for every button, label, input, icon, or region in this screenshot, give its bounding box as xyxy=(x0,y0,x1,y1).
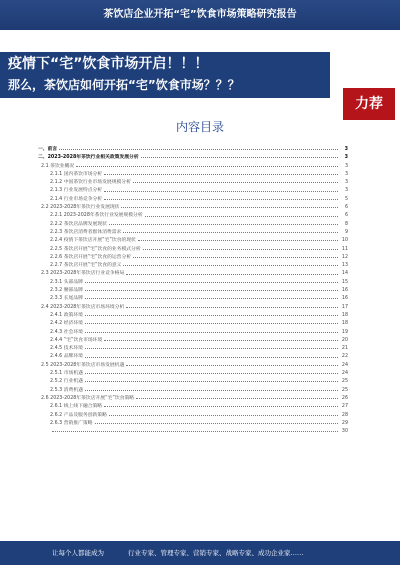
toc-entry-label: 2.1.1 国内茶饮市场分析 xyxy=(50,171,103,177)
toc-entry[interactable] xyxy=(38,279,348,287)
toc-entry-label: 2.2.7 茶饮店开展“宅”饮食的意义 xyxy=(50,263,122,269)
recommend-badge: 力荐 xyxy=(343,88,395,120)
toc-page-number: 10 xyxy=(341,238,348,244)
toc-entry[interactable] xyxy=(38,370,348,378)
toc-entry[interactable] xyxy=(38,295,348,303)
toc-page-number: 21 xyxy=(341,346,348,352)
header-subheadline: 那么，茶饮店如何开拓“宅”饮食市场？？？ xyxy=(8,78,240,92)
toc-entry-label: 2.4 2023-2028年茶饮店市场环境分析 xyxy=(41,304,125,310)
toc-leader-dots xyxy=(59,149,338,150)
toc-entry-label: 2.1 茶饮业概况 xyxy=(41,163,75,169)
toc-leader-dots xyxy=(143,249,338,250)
toc-leader-dots xyxy=(85,332,338,333)
toc-entry[interactable] xyxy=(38,212,348,220)
toc-entry[interactable] xyxy=(38,412,348,420)
toc-leader-dots xyxy=(85,290,338,291)
toc-entry[interactable] xyxy=(38,362,348,370)
toc-leader-dots xyxy=(85,381,338,382)
toc-leader-dots xyxy=(104,340,338,341)
toc-entry[interactable] xyxy=(38,221,348,229)
toc-leader-dots xyxy=(85,282,338,283)
toc-leader-dots xyxy=(141,157,338,158)
toc-leader-dots xyxy=(121,207,338,208)
toc-entry-label: 2.6.1 线上线下融合策略 xyxy=(50,404,103,410)
toc-entry-label: 2.4.5 技术环境 xyxy=(50,346,83,352)
toc-leader-dots xyxy=(85,298,338,299)
toc-entry-label: 2.3 2023-2028年茶饮店行业竞争格局 xyxy=(41,271,125,277)
toc-page-number: 13 xyxy=(341,263,348,269)
toc-entry-label: 2.5 2023-2028年茶饮店市场发展机遇 xyxy=(41,362,125,368)
footer-bar xyxy=(0,541,400,565)
toc-leader-dots xyxy=(126,365,338,366)
toc-page-number: 3 xyxy=(344,155,348,161)
toc-page-number: 26 xyxy=(341,395,348,401)
header-panel xyxy=(0,38,400,112)
toc-page-number: 17 xyxy=(341,304,348,310)
toc-entry[interactable] xyxy=(38,229,348,237)
toc-entry-label: 2.2.5 茶饮店开展“宅”饮食的业务模式分析 xyxy=(50,246,141,252)
toc-page-number: 16 xyxy=(341,288,348,294)
toc-leader-dots xyxy=(123,265,338,266)
toc-leader-dots xyxy=(133,257,338,258)
toc-leader-dots xyxy=(136,398,338,399)
toc-entry-label: 2.3.2 腰部品牌 xyxy=(50,288,83,294)
toc-entry[interactable] xyxy=(38,179,348,187)
toc-entry[interactable] xyxy=(38,395,348,403)
toc-page-number: 9 xyxy=(344,229,348,235)
toc-page-number: 25 xyxy=(341,387,348,393)
toc-leader-dots xyxy=(104,191,338,192)
toc-entry-label: 2.4.3 社会环境 xyxy=(50,329,83,335)
toc-entry-label: 2.4.4 “宅”饮食市场环境 xyxy=(50,337,103,343)
toc-entry-label: 2.3.3 长尾品牌 xyxy=(50,296,83,302)
toc-page-number: 6 xyxy=(344,205,348,211)
toc-entry[interactable] xyxy=(38,337,348,345)
toc-page-number: 18 xyxy=(341,312,348,318)
toc-page-number: 30 xyxy=(341,429,348,435)
toc-entry-label: 2.1.3 行业发展特点分析 xyxy=(50,188,103,194)
toc-entry[interactable] xyxy=(38,420,348,428)
toc-title: 内容目录 xyxy=(175,120,224,134)
toc-page-number: 3 xyxy=(344,147,348,152)
toc-leader-dots xyxy=(145,216,338,217)
toc-leader-dots xyxy=(76,166,338,167)
toc-leader-dots xyxy=(138,240,338,241)
toc-leader-dots xyxy=(109,224,338,225)
toc-page-number: 8 xyxy=(344,221,348,227)
toc-entry[interactable] xyxy=(38,270,348,278)
header-headline: 疫情下“宅”饮食市场开启！！！ xyxy=(8,56,209,72)
toc-leader-dots xyxy=(95,423,338,424)
toc-entry[interactable] xyxy=(38,154,348,162)
toc-entry[interactable] xyxy=(38,345,348,353)
toc-leader-dots xyxy=(109,415,338,416)
toc-entry[interactable] xyxy=(38,171,348,179)
toc-page-number: 18 xyxy=(341,321,348,327)
toc-entry-label: 2.5.1 市场机遇 xyxy=(50,371,83,377)
toc-entry[interactable] xyxy=(38,353,348,361)
toc-page-number: 15 xyxy=(341,279,348,285)
toc-leader-dots xyxy=(126,274,338,275)
toc-entry[interactable] xyxy=(38,403,348,411)
toc-entry[interactable] xyxy=(38,254,348,262)
toc-entry[interactable] xyxy=(38,187,348,195)
toc-page-number: 19 xyxy=(341,329,348,335)
toc-leader-dots xyxy=(104,174,338,175)
toc-page-number: 29 xyxy=(341,420,348,426)
toc-entry[interactable] xyxy=(38,287,348,295)
toc-leader-dots xyxy=(85,357,338,358)
toc-entry-label: 2.5.3 消费机遇 xyxy=(50,387,83,393)
toc-entry[interactable] xyxy=(38,146,348,154)
toc-entry-label: 2.2 2023-2028年茶饮行业发展现状 xyxy=(41,205,120,211)
toc-page-number: 24 xyxy=(341,371,348,377)
toc-entry[interactable] xyxy=(38,246,348,254)
toc-leader-dots xyxy=(85,390,338,391)
toc-entry-label: 2.1.4 行业市场竞争分析 xyxy=(50,196,103,202)
table-of-contents xyxy=(38,146,348,436)
toc-entry[interactable] xyxy=(38,204,348,212)
footer-slogan: 让每个人都能成为 xyxy=(52,549,104,557)
toc-leader-dots xyxy=(123,232,338,233)
toc-entry-label: 2.4.6 品牌环境 xyxy=(50,354,83,360)
toc-entry[interactable] xyxy=(38,304,348,312)
toc-entry-label: 2.6.3 营销推广策略 xyxy=(50,420,93,426)
toc-entry[interactable] xyxy=(38,378,348,386)
toc-entry-label: 2.2.2 茶饮店品牌发展现状 xyxy=(50,221,107,227)
toc-page-number: 3 xyxy=(344,163,348,169)
toc-entry[interactable] xyxy=(38,262,348,270)
toc-entry[interactable] xyxy=(38,329,348,337)
toc-page-number: 24 xyxy=(341,362,348,368)
toc-leader-dots xyxy=(104,199,338,200)
toc-entry[interactable] xyxy=(38,237,348,245)
toc-page-number: 5 xyxy=(344,196,348,202)
footer-roles: 行业专家、管理专家、营销专家、战略专家、成功企业家…… xyxy=(128,549,304,557)
toc-entry[interactable] xyxy=(38,320,348,328)
toc-entry-label: 2.2.4 疫情下茶饮店开展“宅”饮食的现状 xyxy=(50,238,136,244)
toc-leader-dots xyxy=(85,373,338,374)
toc-leader-dots xyxy=(126,307,338,308)
toc-entry[interactable] xyxy=(38,196,348,204)
toc-leader-dots xyxy=(85,315,338,316)
toc-entry-label: 2.3.1 头部品牌 xyxy=(50,279,83,285)
toc-entry-label: 2.4.1 政策环境 xyxy=(50,312,83,318)
toc-page-number: 3 xyxy=(344,188,348,194)
toc-page-number: 14 xyxy=(341,271,348,277)
toc-leader-dots xyxy=(52,431,338,432)
toc-entry-label: 2.2.6 茶饮店开展“宅”饮食的运营分析 xyxy=(50,254,132,260)
toc-leader-dots xyxy=(104,406,338,407)
toc-page-number: 22 xyxy=(341,354,348,360)
toc-page-number: 27 xyxy=(341,404,348,410)
toc-page-number: 25 xyxy=(341,379,348,385)
toc-page-number: 20 xyxy=(341,337,348,343)
toc-leader-dots xyxy=(85,348,338,349)
toc-entry-label: 一、前言 xyxy=(38,147,58,152)
toc-entry-label: 二、2023-2028年茶饮行业相关政策发展分析 xyxy=(38,155,139,161)
toc-leader-dots xyxy=(133,182,338,183)
toc-entry-label: 2.4.2 经济环境 xyxy=(50,321,83,327)
toc-entry-label: 2.2.3 茶饮店消费者群体消费需求 xyxy=(50,229,122,235)
toc-page-number: 6 xyxy=(344,213,348,219)
toc-page-number: 3 xyxy=(344,171,348,177)
toc-page-number: 28 xyxy=(341,412,348,418)
toc-entry[interactable] xyxy=(38,163,348,171)
toc-entry-label: 2.2.1 2023-2028年茶饮行业发展规模分析 xyxy=(50,213,143,219)
toc-entry[interactable] xyxy=(38,387,348,395)
toc-leader-dots xyxy=(85,323,338,324)
toc-entry[interactable] xyxy=(38,428,348,436)
toc-page-number: 12 xyxy=(341,254,348,260)
toc-entry[interactable] xyxy=(38,312,348,320)
toc-page-number: 3 xyxy=(344,180,348,186)
toc-entry-label: 2.1.2 中国茶饮行业市场发展规模分析 xyxy=(50,180,131,186)
top-banner: 茶饮店企业开拓“宅”饮食市场策略研究报告 xyxy=(0,0,400,30)
toc-entry-label: 2.6 2023-2028年茶饮店开展“宅”饮食策略 xyxy=(41,395,135,401)
toc-page-number: 16 xyxy=(341,296,348,302)
toc-page-number: 11 xyxy=(341,246,348,252)
toc-entry-label: 2.5.2 行业机遇 xyxy=(50,379,83,385)
toc-entry-label: 2.6.2 产品及服务创新策略 xyxy=(50,412,107,418)
